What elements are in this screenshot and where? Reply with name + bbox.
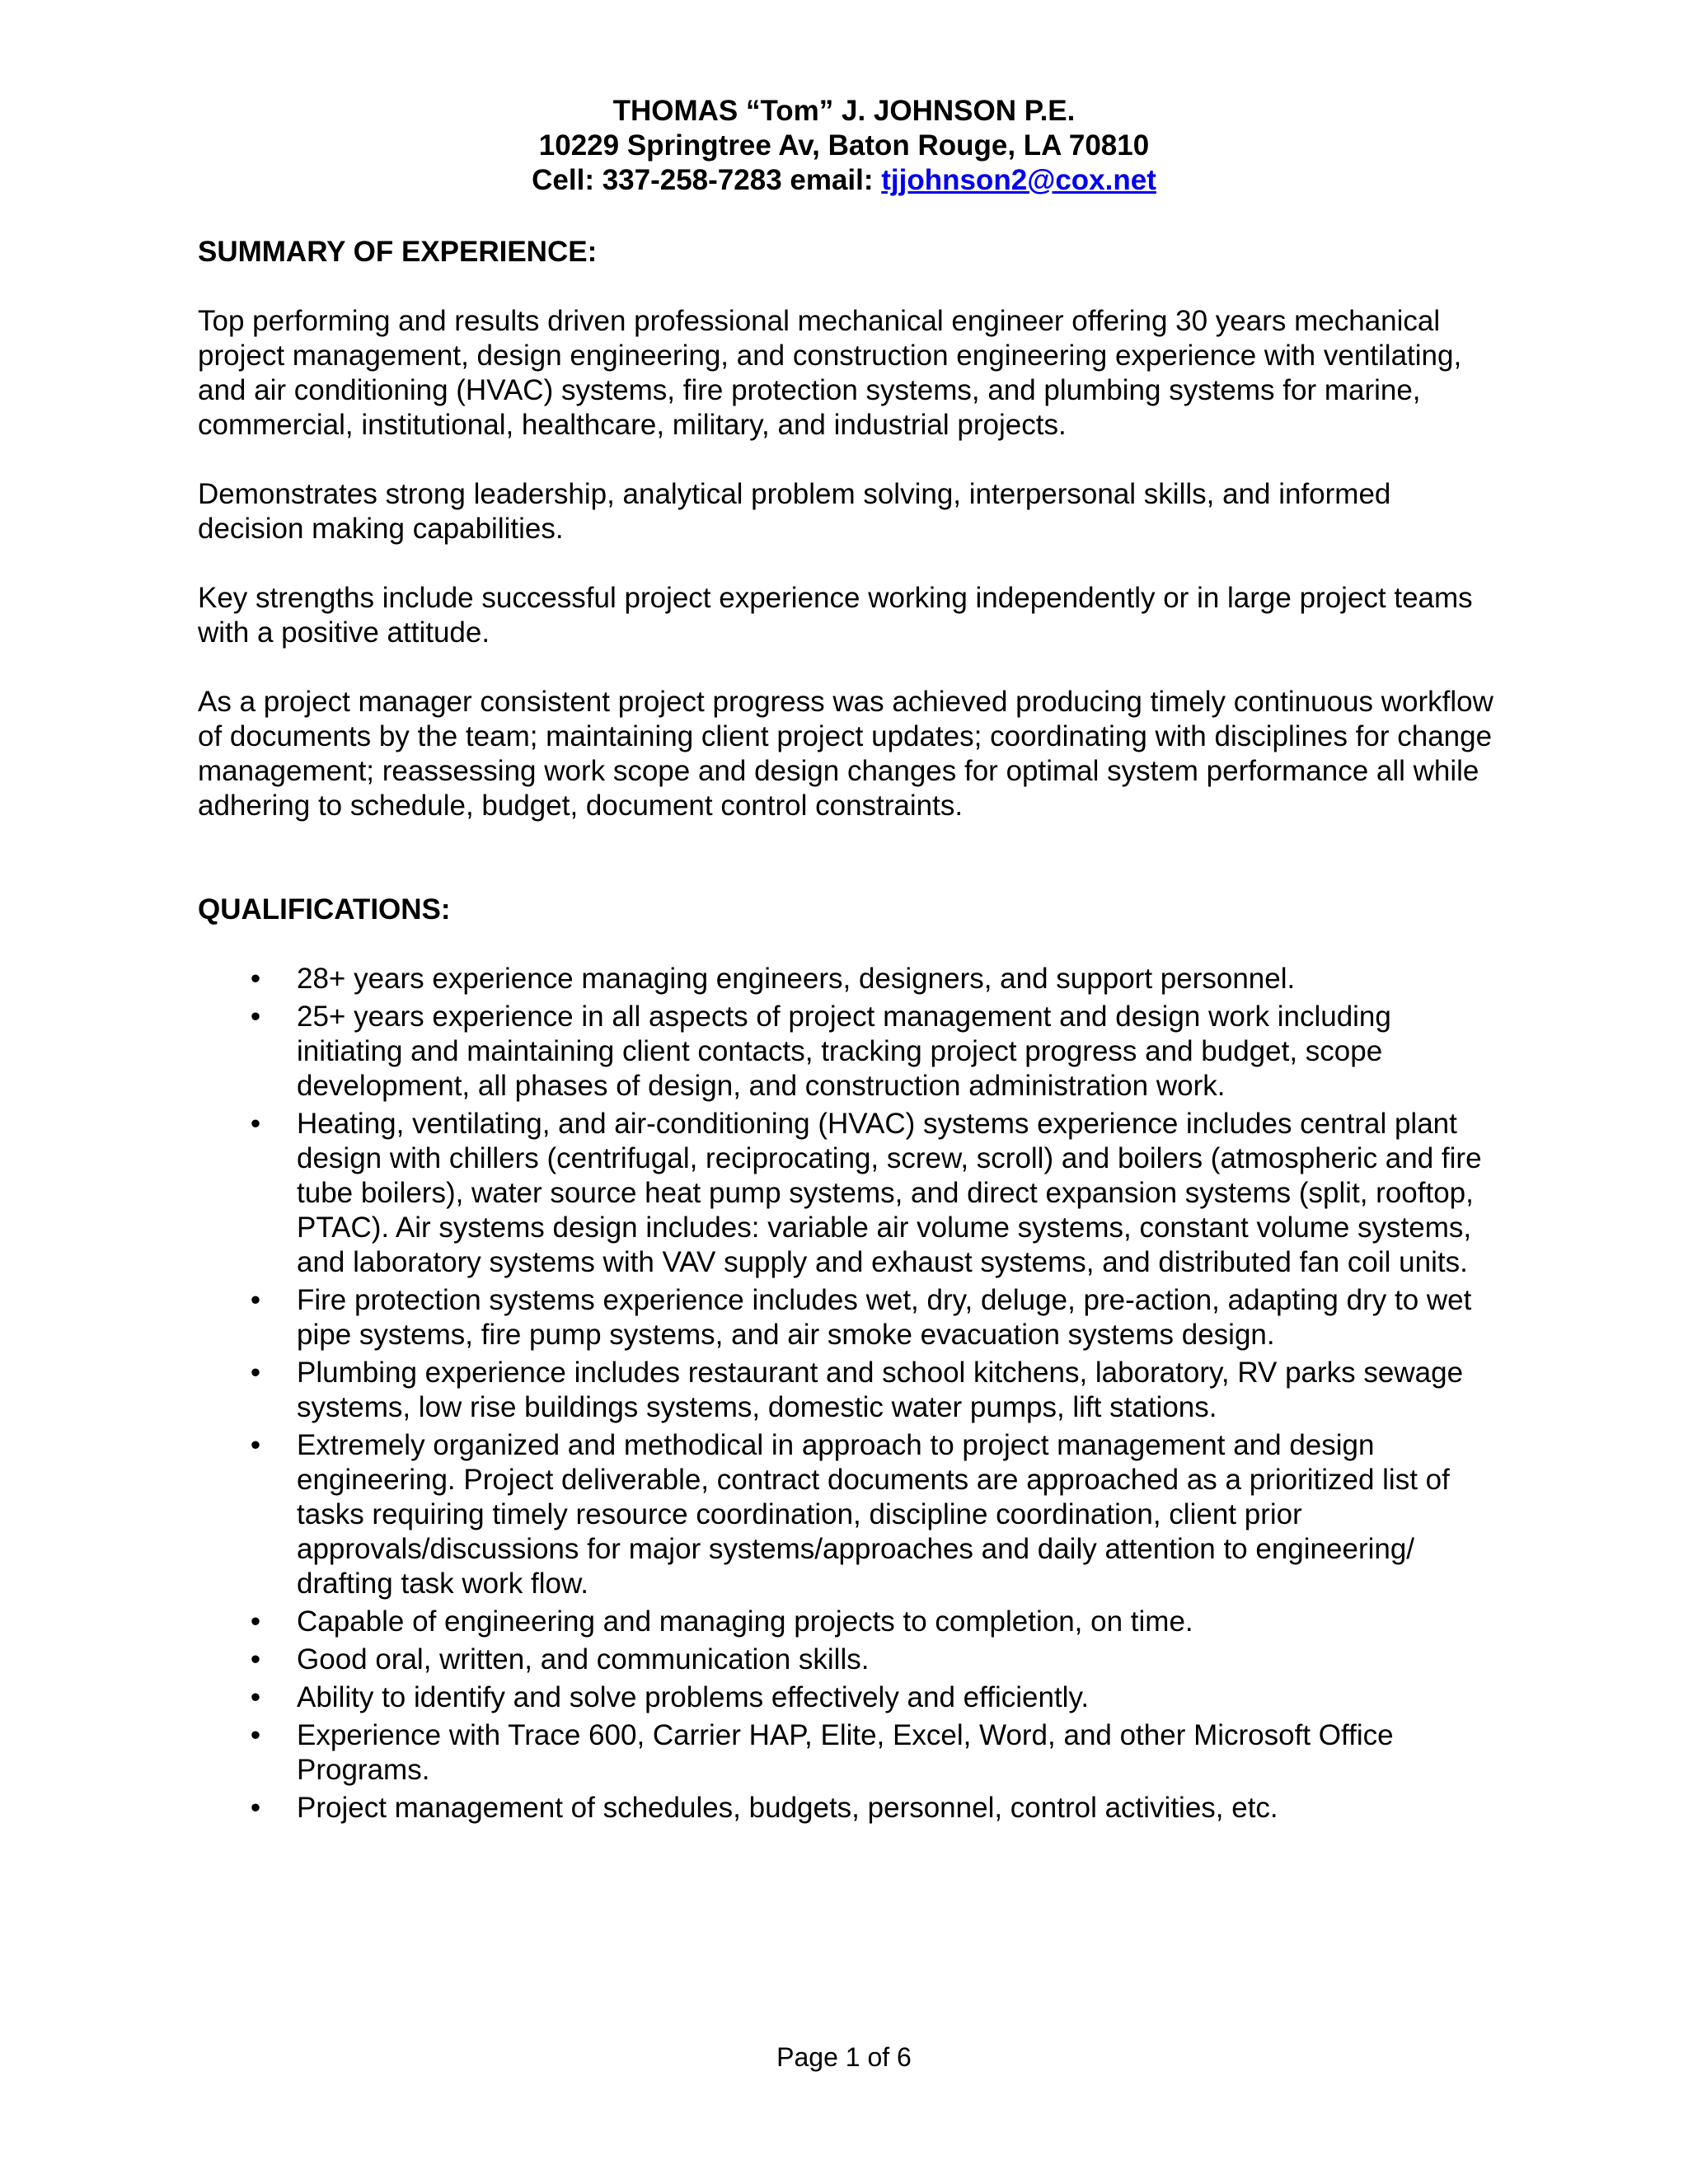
qualification-text: Good oral, written, and communication skills.: [297, 1643, 870, 1675]
qualification-item: [198, 1428, 1500, 1601]
summary-heading: SUMMARY OF EXPERIENCE:: [198, 236, 598, 268]
qualification-item: [198, 1000, 1500, 1104]
bullet-icon: •: [250, 1681, 261, 1713]
resume-header: [0, 94, 1688, 198]
bullet-icon: •: [250, 1108, 261, 1140]
page-number: Page 1 of 6: [776, 2042, 912, 2072]
candidate-contact: [0, 163, 1688, 198]
qualification-text: Ability to identify and solve problems effectively and efficiently.: [297, 1681, 1090, 1713]
bullet-icon: •: [250, 1719, 261, 1751]
qualification-text: Capable of engineering and managing projects to completion, on time.: [297, 1605, 1193, 1638]
summary-paragraph: As a project manager consistent project progress was achieved producing timely continuous workflow of documents by the team; maintaining client project updates; coordinating with disciplines for change management; reassessing work scope and design changes for optimal system performance all while adhering to schedule, budget, document control constraints.: [198, 686, 1493, 822]
qualification-item: [198, 1718, 1500, 1788]
qualification-item: [198, 1356, 1500, 1425]
qualification-item: [198, 1283, 1500, 1352]
candidate-address: 10229 Springtree Av, Baton Rouge, LA 70810: [538, 129, 1150, 162]
qualification-text: Fire protection systems experience includes wet, dry, deluge, pre-action, adapting dry to wet pipe systems, fire pump systems, and air smoke evacuation systems design.: [297, 1284, 1472, 1351]
qualification-text: Plumbing experience includes restaurant and school kitchens, laboratory, RV parks sewage systems, low rise buildings systems, domestic water pumps, lift stations.: [297, 1357, 1464, 1423]
bullet-icon: •: [250, 1643, 261, 1675]
summary-paragraph: Demonstrates strong leadership, analytical problem solving, interpersonal skills, and informed decision making capabilities.: [198, 478, 1391, 545]
bullet-icon: •: [250, 1605, 261, 1638]
bullet-icon: •: [250, 963, 261, 995]
qualification-text: 28+ years experience managing engineers, designers, and support personnel.: [297, 963, 1296, 995]
contact-phone: Cell: 337-258-7283 email:: [532, 164, 882, 196]
bullet-icon: •: [250, 1429, 261, 1461]
qualifications-list: [198, 962, 1500, 1825]
bullet-icon: •: [250, 1357, 261, 1389]
qualification-item: [198, 1605, 1500, 1639]
qualification-text: 25+ years experience in all aspects of project management and design work including initiating and maintaining client contacts, tracking project progress and budget, scope development, all phases of design, and construction administration work.: [297, 1001, 1391, 1102]
qualifications-heading: QUALIFICATIONS:: [198, 893, 451, 926]
qualification-text: Heating, ventilating, and air-conditioning (HVAC) systems experience includes central plant design with chillers (centrifugal, reciprocating, screw, scroll) and boilers (atmospheric and fire tube boilers), water source heat pump systems, and direct expansion systems (split, rooftop, PTAC). Air systems design includes: variable air volume systems, constant volume systems, and laboratory systems with VAV supply and exhaust systems, and distributed fan coil units.: [297, 1108, 1482, 1278]
qualification-item: [198, 962, 1500, 996]
summary-paragraph: Key strengths include successful project experience working independently or in large project teams with a positive attitude.: [198, 582, 1473, 649]
qualification-text: Extremely organized and methodical in approach to project management and design engineering. Project deliverable, contract documents are approached as a prioritized list of tasks requiring timely resource coordination, discipline coordination, client prior approvals/discussions for major systems/approaches and daily attention to engineering/ drafting task work flow.: [297, 1429, 1450, 1600]
bullet-icon: •: [250, 1284, 261, 1316]
resume-body: [198, 235, 1500, 1829]
bullet-icon: •: [250, 1001, 261, 1033]
qualification-item: [198, 1107, 1500, 1280]
qualification-item: [198, 1791, 1500, 1825]
qualification-text: Experience with Trace 600, Carrier HAP, Elite, Excel, Word, and other Microsoft Office Programs.: [297, 1719, 1394, 1786]
candidate-name: THOMAS “Tom” J. JOHNSON P.E.: [612, 95, 1076, 127]
qualification-item: [198, 1643, 1500, 1677]
bullet-icon: •: [250, 1792, 261, 1824]
email-link[interactable]: tjjohnson2@cox.net: [881, 164, 1156, 196]
summary-paragraph: Top performing and results driven professional mechanical engineer offering 30 years mechanical project management, design engineering, and construction engineering experience with ventilating, and air conditioning (HVAC) systems, fire protection systems, and plumbing systems for marine, commercial, institutional, healthcare, military, and industrial projects.: [198, 305, 1462, 441]
qualification-item: [198, 1680, 1500, 1715]
qualification-text: Project management of schedules, budgets, personnel, control activities, etc.: [297, 1792, 1278, 1824]
